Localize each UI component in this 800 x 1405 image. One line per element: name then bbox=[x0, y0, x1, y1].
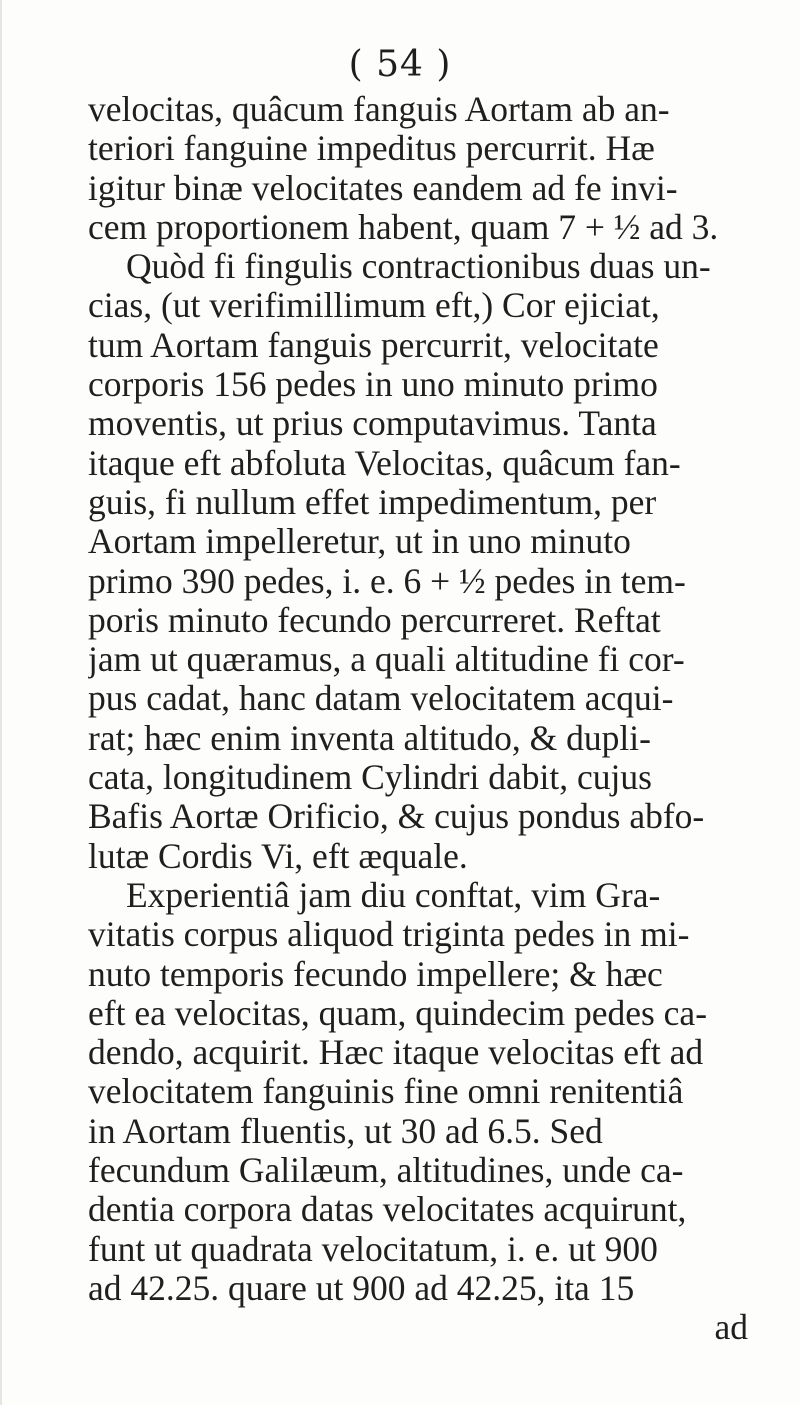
text-line: Bafis Aortæ Orificio, & cujus pondus abfo- bbox=[88, 797, 705, 837]
text-line: Aortam impelleretur, ut in uno minuto bbox=[88, 522, 631, 562]
text-line: rat; hæc enim inventa altitudo, & dupli- bbox=[88, 718, 651, 758]
body-text bbox=[88, 90, 778, 1348]
text-line: itaque eft abfoluta Velocitas, quâcum fan- bbox=[88, 443, 681, 483]
text-line: jam ut quæramus, a quali altitudine fi cor- bbox=[88, 640, 685, 680]
text-line: fecundum Galilæum, altitudines, unde ca- bbox=[88, 1151, 684, 1191]
text-line: pus cadat, hanc datam velocitatem acqui- bbox=[88, 679, 674, 719]
text-line: velocitatem fanguinis fine omni renitentiâ bbox=[88, 1072, 684, 1112]
text-line: dendo, acquirit. Hæc itaque velocitas eft ad bbox=[88, 1033, 704, 1073]
text-line: ad 42.25. quare ut 900 ad 42.25, ita 15 bbox=[88, 1268, 635, 1308]
page-number: ( 54 ) bbox=[348, 44, 452, 85]
text-line: Quòd fi fingulis contractionibus duas un- bbox=[126, 247, 711, 287]
text-line: eft ea velocitas, quam, quindecim pedes ca- bbox=[88, 993, 708, 1033]
text-line: cem proportionem habent, quam 7 + ½ ad 3. bbox=[88, 207, 719, 247]
text-line: funt ut quadrata velocitatum, i. e. ut 900 bbox=[88, 1229, 658, 1269]
text-line: cias, (ut verifimillimum eft,) Cor ejiciat, bbox=[88, 286, 660, 326]
text-line: moventis, ut prius computavimus. Tanta bbox=[88, 404, 657, 444]
text-line: velocitas, quâcum fanguis Aortam ab an- bbox=[88, 90, 670, 129]
text-line: dentia corpora datas velocitates acquirunt, bbox=[88, 1190, 687, 1230]
text-line: primo 390 pedes, i. e. 6 + ½ pedes in tem- bbox=[88, 561, 686, 601]
text-line: corporis 156 pedes in uno minuto primo bbox=[88, 365, 658, 405]
text-line: teriori fanguine impeditus percurrit. Hæ bbox=[88, 129, 655, 169]
text-line: in Aortam fluentis, ut 30 ad 6.5. Sed bbox=[88, 1111, 603, 1151]
text-line: guis, fi nullum effet impedimentum, per bbox=[88, 482, 657, 522]
text-line: igitur binæ velocitates eandem ad fe invi- bbox=[88, 168, 678, 208]
text-line: vitatis corpus aliquod triginta pedes in mi- bbox=[88, 915, 690, 955]
text-line: Experientiâ jam diu conftat, vim Gra- bbox=[126, 875, 661, 915]
text-line: lutæ Cordis Vi, eft æquale. bbox=[88, 836, 468, 876]
text-line: cata, longitudinem Cylindri dabit, cujus bbox=[88, 758, 652, 798]
text-line: tum Aortam fanguis percurrit, velocitate bbox=[88, 325, 659, 365]
text-line: poris minuto fecundo percurreret. Reftat bbox=[88, 600, 661, 640]
text-line: nuto temporis fecundo impellere; & hæc bbox=[88, 954, 663, 994]
catchword: ad bbox=[714, 1308, 748, 1348]
page-edge bbox=[0, 0, 2, 1405]
